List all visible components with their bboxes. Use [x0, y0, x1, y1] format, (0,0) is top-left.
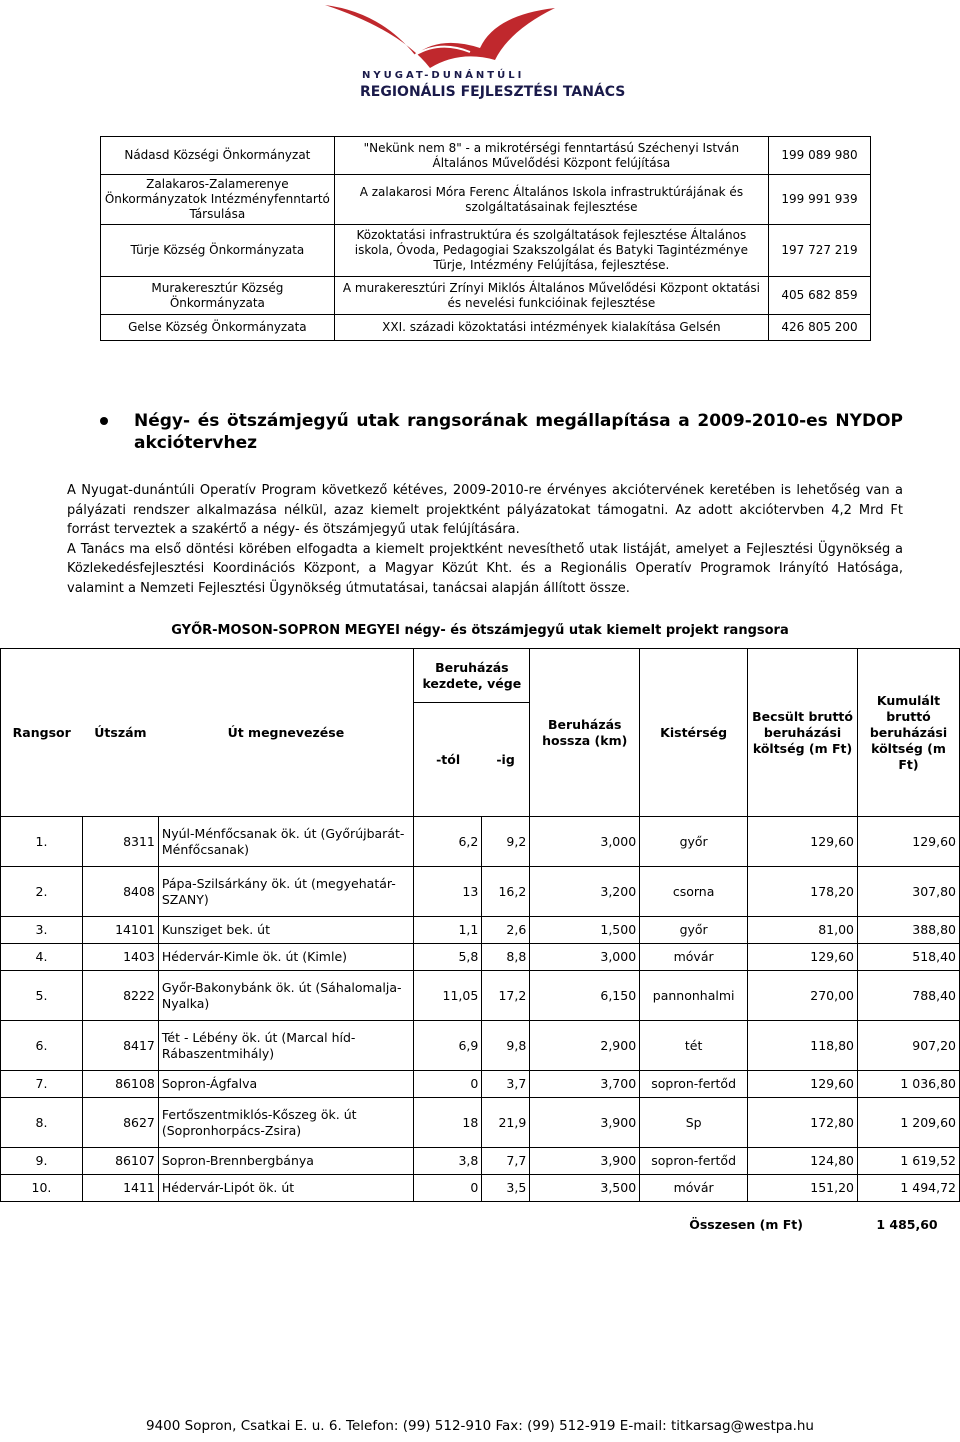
table-row	[1, 971, 960, 1021]
cumulative-cell: 1 494,72	[858, 1175, 960, 1202]
road-name-cell: Kunsziget bek. út	[158, 917, 414, 944]
road-name-cell: Sopron-Ágfalva	[158, 1071, 414, 1098]
from-cell: 1,1	[414, 917, 482, 944]
subregion-cell: móvár	[640, 1175, 748, 1202]
to-cell: 16,2	[482, 867, 530, 917]
table-row	[1, 867, 960, 917]
rank-cell: 2.	[1, 867, 83, 917]
rank-cell: 7.	[1, 1071, 83, 1098]
subregion-cell: tét	[640, 1021, 748, 1071]
rank-cell: 4.	[1, 944, 83, 971]
length-cell: 6,150	[530, 971, 640, 1021]
header-road-no: Útszám	[82, 649, 158, 817]
to-cell: 3,7	[482, 1071, 530, 1098]
road-name-cell: Győr-Bakonybánk ök. út (Sáhalomalja-Nyalka)	[158, 971, 414, 1021]
cumulative-cell: 1 036,80	[858, 1071, 960, 1098]
project-cell: A murakeresztúri Zrínyi Miklós Általános Művelődési Központ oktatási és nevelési funkcióinak fejlesztése	[334, 277, 768, 315]
road-no-cell: 8417	[82, 1021, 158, 1071]
from-cell: 5,8	[414, 944, 482, 971]
length-cell: 3,000	[530, 817, 640, 867]
logo-text-line2: REGIONÁLIS FEJLESZTÉSI TANÁCS	[360, 84, 626, 100]
cost-cell: 81,00	[748, 917, 858, 944]
cost-cell: 151,20	[748, 1175, 858, 1202]
header-road-name: Út megnevezése	[158, 649, 414, 817]
cumulative-cell: 788,40	[858, 971, 960, 1021]
road-no-cell: 8222	[82, 971, 158, 1021]
subregion-cell: móvár	[640, 944, 748, 971]
road-no-cell: 1411	[82, 1175, 158, 1202]
table-row	[101, 175, 871, 225]
table-row	[1, 1071, 960, 1098]
rank-cell: 10.	[1, 1175, 83, 1202]
road-no-cell: 8627	[82, 1098, 158, 1148]
cumulative-cell: 1 209,60	[858, 1098, 960, 1148]
header-length: Beruházás hossza (km)	[530, 649, 640, 817]
amount-cell: 199 089 980	[769, 137, 871, 175]
header-from: -tól	[414, 703, 482, 817]
header-cumulative: Kumulált bruttó beruházási költség (m Ft)	[858, 649, 960, 817]
from-cell: 6,2	[414, 817, 482, 867]
to-cell: 9,2	[482, 817, 530, 867]
from-cell: 0	[414, 1175, 482, 1202]
org-cell: Gelse Község Önkormányzata	[101, 315, 335, 341]
table-row	[101, 315, 871, 341]
from-cell: 0	[414, 1071, 482, 1098]
rank-cell: 1.	[1, 817, 83, 867]
cumulative-cell: 518,40	[858, 944, 960, 971]
section-heading	[100, 410, 903, 454]
cost-cell: 178,20	[748, 867, 858, 917]
rank-cell: 6.	[1, 1021, 83, 1071]
subregion-cell: győr	[640, 817, 748, 867]
to-cell: 8,8	[482, 944, 530, 971]
total-label: Összesen (m Ft)	[689, 1216, 803, 1232]
cumulative-cell: 307,80	[858, 867, 960, 917]
project-cell: XXI. századi közoktatási intézmények kialakítása Gelsén	[334, 315, 768, 341]
project-cell: A zalakarosi Móra Ferenc Általános Iskola infrastruktúrájának és szolgáltatásainak fejlesztése	[334, 175, 768, 225]
rank-cell: 3.	[1, 917, 83, 944]
road-name-cell: Nyúl-Ménfőcsanak ök. út (Győrújbarát-Ménfőcsanak)	[158, 817, 414, 867]
to-cell: 3,5	[482, 1175, 530, 1202]
road-table-title	[0, 623, 960, 638]
rank-cell: 5.	[1, 971, 83, 1021]
total-row	[1, 1202, 960, 1248]
road-name-cell: Fertőszentmiklós-Kőszeg ök. út (Sopronhorpács-Zsira)	[158, 1098, 414, 1148]
subregion-cell: sopron-fertőd	[640, 1071, 748, 1098]
from-cell: 18	[414, 1098, 482, 1148]
subregion-cell: pannonhalmi	[640, 971, 748, 1021]
road-no-cell: 8311	[82, 817, 158, 867]
header-to: -ig	[482, 703, 530, 817]
road-no-cell: 86107	[82, 1148, 158, 1175]
from-cell: 11,05	[414, 971, 482, 1021]
road-name-cell: Tét - Lébény ök. út (Marcal híd-Rábaszentmihály)	[158, 1021, 414, 1071]
section-heading-text: Négy- és ötszámjegyű utak rangsorának megállapítása a 2009-2010-es NYDOP akciótervhez	[134, 411, 903, 453]
cumulative-cell: 388,80	[858, 917, 960, 944]
header-subregion: Kistérség	[640, 649, 748, 817]
subregion-cell: sopron-fertőd	[640, 1148, 748, 1175]
cost-cell: 129,60	[748, 944, 858, 971]
road-no-cell: 1403	[82, 944, 158, 971]
to-cell: 9,8	[482, 1021, 530, 1071]
council-logo	[320, 0, 626, 110]
road-ranking-table	[0, 648, 960, 1248]
from-cell: 13	[414, 867, 482, 917]
length-cell: 1,500	[530, 917, 640, 944]
subregion-cell: Sp	[640, 1098, 748, 1148]
header-cost: Becsült bruttó beruházási költség (m Ft)	[748, 649, 858, 817]
cost-cell: 172,80	[748, 1098, 858, 1148]
subregion-cell: csorna	[640, 867, 748, 917]
org-cell: Zalakaros-Zalamerenye Önkormányzatok Intézményfenntartó Társulása	[101, 175, 335, 225]
cost-cell: 129,60	[748, 1071, 858, 1098]
project-cell: "Nekünk nem 8" - a mikrotérségi fenntartású Széchenyi István Általános Művelődési Központ felújítása	[334, 137, 768, 175]
table-row	[1, 944, 960, 971]
to-cell: 2,6	[482, 917, 530, 944]
length-cell: 3,000	[530, 944, 640, 971]
length-cell: 3,700	[530, 1071, 640, 1098]
to-cell: 21,9	[482, 1098, 530, 1148]
road-name-cell: Sopron-Brennbergbánya	[158, 1148, 414, 1175]
cost-cell: 129,60	[748, 817, 858, 867]
school-projects-table	[100, 136, 871, 341]
road-name-cell: Hédervár-Lipót ök. út	[158, 1175, 414, 1202]
body-text	[67, 481, 903, 599]
from-cell: 6,9	[414, 1021, 482, 1071]
road-table-title-county: GYŐR-MOSON-SOPRON MEGYEI	[171, 623, 400, 638]
to-cell: 7,7	[482, 1148, 530, 1175]
org-cell: Murakeresztúr Község Önkormányzata	[101, 277, 335, 315]
table-row	[1, 817, 960, 867]
table-row	[1, 1021, 960, 1071]
to-cell: 17,2	[482, 971, 530, 1021]
org-cell: Nádasd Községi Önkormányzat	[101, 137, 335, 175]
amount-cell: 405 682 859	[769, 277, 871, 315]
cumulative-cell: 907,20	[858, 1021, 960, 1071]
cost-cell: 118,80	[748, 1021, 858, 1071]
header-start-end: Beruházás kezdete, vége	[414, 649, 530, 703]
length-cell: 2,900	[530, 1021, 640, 1071]
cost-cell: 270,00	[748, 971, 858, 1021]
rank-cell: 8.	[1, 1098, 83, 1148]
amount-cell: 426 805 200	[769, 315, 871, 341]
logo-text-line1: NYUGAT-DUNÁNTÚLI	[362, 70, 525, 81]
project-cell: Közoktatási infrastruktúra és szolgáltatások fejlesztése Általános iskola, Óvoda, Pedagogiai Szakszolgálat és Batyki Tagintézménye Türje, Intézmény Felújítása, fejlesztése.	[334, 225, 768, 277]
table-row	[101, 277, 871, 315]
length-cell: 3,900	[530, 1098, 640, 1148]
road-no-cell: 14101	[82, 917, 158, 944]
header-rank: Rangsor	[1, 649, 83, 817]
paragraph: A Nyugat-dunántúli Operatív Program következő kétéves, 2009-2010-re érvényes akciótervének keretében is lehetőség van a pályázati rendszer alkalmazása nélkül, azaz kiemelt projektként pályázatokat támogatni. Az adott akciótervben 4,2 Mrd Ft forrást terveztek a szakértő a négy- és ötszámjegyű utak felújítására.	[67, 483, 903, 538]
table-row	[101, 137, 871, 175]
paragraph: A Tanács ma első döntési körében elfogadta a kiemelt projektként nevesíthető utak listáját, amelyet a Fejlesztési Ügynökség a Közlekedésfejlesztési Koordinációs Központ, a Magyar Közút Kht. és a Regionális Operatív Programok Irányító Hatósága, valamint a Nemzeti Fejlesztési Ügynökség útmutatásai, tanácsai alapján állított össze.	[67, 541, 903, 596]
amount-cell: 199 991 939	[769, 175, 871, 225]
table-row	[1, 1175, 960, 1202]
table-row	[1, 1148, 960, 1175]
length-cell: 3,200	[530, 867, 640, 917]
cumulative-cell: 129,60	[858, 817, 960, 867]
total-value: 1 485,60	[876, 1216, 938, 1232]
cumulative-cell: 1 619,52	[858, 1148, 960, 1175]
table-row	[1, 917, 960, 944]
footer-contact: 9400 Sopron, Csatkai E. u. 6. Telefon: (99) 512-910 Fax: (99) 512-919 E-mail: titkarsag@westpa.hu	[146, 1418, 814, 1434]
from-cell: 3,8	[414, 1148, 482, 1175]
road-table-title-rest: négy- és ötszámjegyű utak kiemelt projekt rangsora	[399, 623, 789, 638]
subregion-cell: győr	[640, 917, 748, 944]
amount-cell: 197 727 219	[769, 225, 871, 277]
length-cell: 3,500	[530, 1175, 640, 1202]
bullet-icon	[100, 417, 108, 425]
table-row	[101, 225, 871, 277]
road-no-cell: 86108	[82, 1071, 158, 1098]
road-name-cell: Pápa-Szilsárkány ök. út (megyehatár-SZANY)	[158, 867, 414, 917]
table-row	[1, 1098, 960, 1148]
road-name-cell: Hédervár-Kimle ök. út (Kimle)	[158, 944, 414, 971]
rank-cell: 9.	[1, 1148, 83, 1175]
org-cell: Türje Község Önkormányzata	[101, 225, 335, 277]
road-no-cell: 8408	[82, 867, 158, 917]
length-cell: 3,900	[530, 1148, 640, 1175]
cost-cell: 124,80	[748, 1148, 858, 1175]
